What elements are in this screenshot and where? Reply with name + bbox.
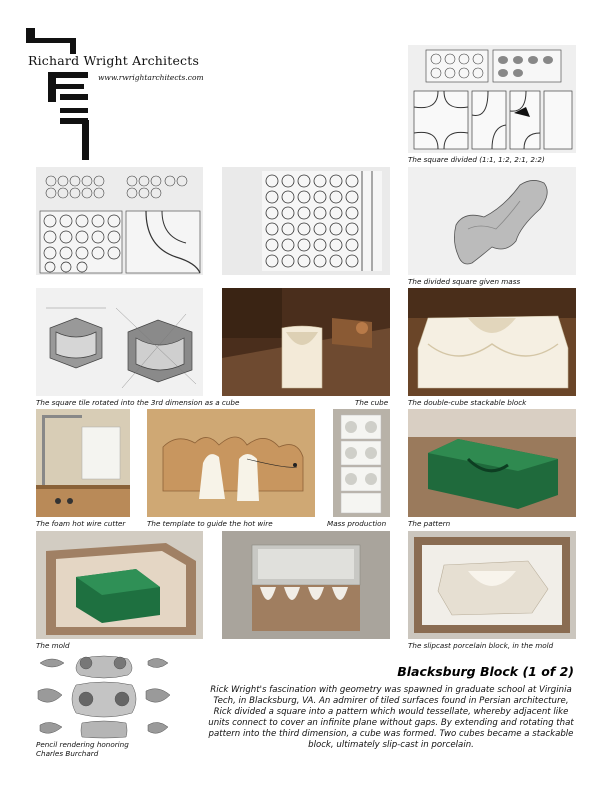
photo-mold-2	[222, 531, 390, 639]
photo-pattern	[408, 409, 576, 517]
caption-foam-cutter: The foam hot wire cutter	[36, 519, 126, 528]
pencil-rendering	[36, 655, 172, 739]
article-title: Blacksburg Block (1 of 2)	[397, 664, 574, 679]
firm-name: Richard Wright Architects	[28, 53, 200, 68]
photo-slipcast	[408, 531, 576, 639]
caption-pencil-line1: Pencil rendering honoring	[36, 740, 129, 749]
caption-mold: The mold	[36, 641, 70, 650]
website-link[interactable]: www.rwrightarchitects.com	[98, 73, 204, 82]
photo-the-cube	[222, 288, 390, 396]
photo-pattern-sketches	[36, 167, 203, 275]
caption-square-divided: The square divided (1:1, 1:2, 2:1, 2:2)	[408, 155, 545, 164]
caption-tile-rotated: The square tile rotated into the 3rd dimension as a cube	[36, 398, 240, 407]
logo-mark	[26, 28, 96, 163]
photo-foam-cutter	[36, 409, 130, 517]
photo-mass-production	[333, 409, 390, 517]
photo-divided-mass	[408, 167, 576, 275]
article-body: Rick Wright's fascination with geometry was spawned in graduate school at Virginia Tech, in Blacksburg, VA. An admirer of tiled surfaces found in Persian architecture, Rick divided a square into a pattern which would tessellate, whereby adjacent like units connect to cover an infinite plane without gaps. By extending and rotating that pattern into the third dimension, a cube was formed. Two cubes became a stackable block, ultimately slip-cast in porcelain.	[208, 685, 574, 751]
caption-pattern: The pattern	[408, 519, 451, 528]
caption-mass-production: Mass production	[327, 519, 387, 528]
caption-slipcast: The slipcast porcelain block, in the mold	[408, 641, 554, 650]
caption-divided-mass: The divided square given mass	[408, 277, 521, 286]
photo-double-cube	[408, 288, 576, 396]
photo-square-divided	[408, 45, 576, 153]
caption-double-cube: The double-cube stackable block	[408, 398, 527, 407]
caption-template: The template to guide the hot wire	[147, 519, 273, 528]
caption-pencil-line2: Charles Burchard	[36, 749, 99, 758]
photo-mold-1	[36, 531, 203, 639]
photo-tile-3d	[36, 288, 203, 396]
caption-pencil-rendering	[36, 740, 156, 758]
photo-tessellation-drawing	[222, 167, 390, 275]
caption-the-cube: The cube	[355, 398, 389, 407]
photo-template	[147, 409, 315, 517]
